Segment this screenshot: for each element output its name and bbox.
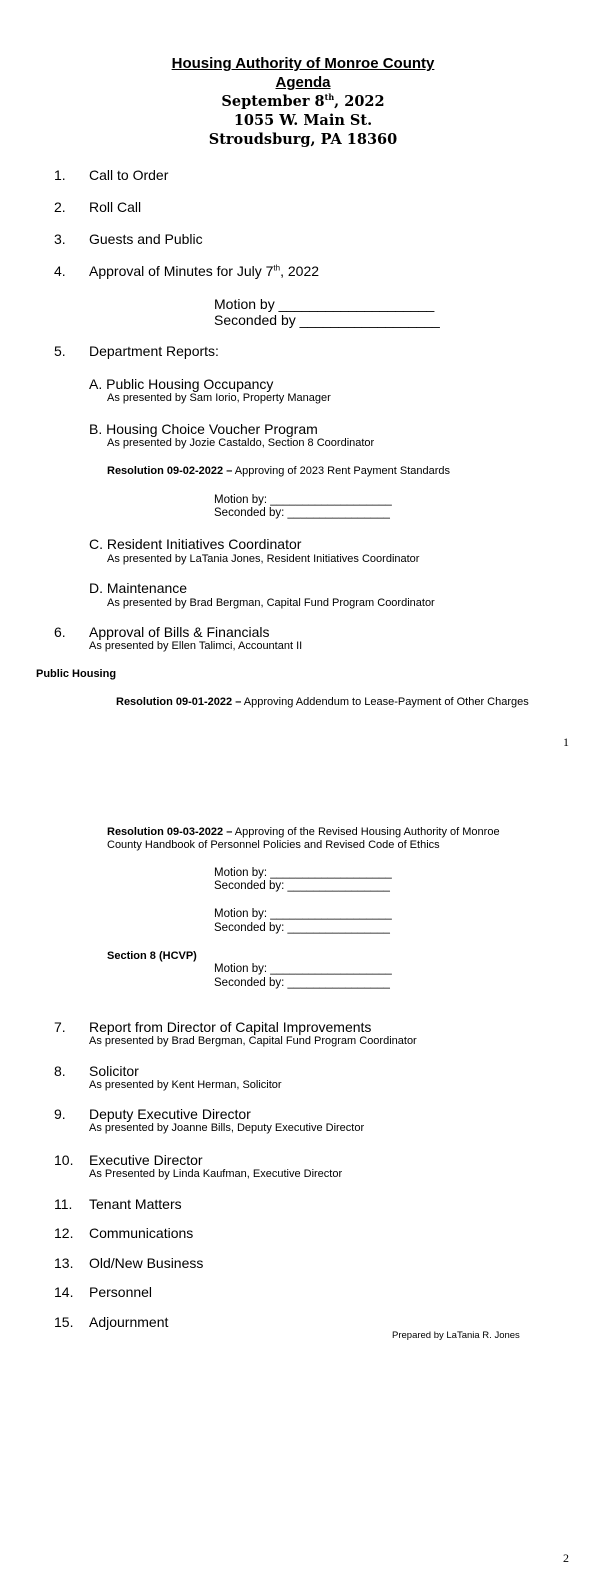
- seconded-line: Seconded by: ________________: [214, 880, 390, 892]
- item-number: 15.: [54, 1314, 74, 1330]
- item-personnel: Personnel: [89, 1284, 153, 1300]
- item-number: 8.: [54, 1063, 66, 1079]
- dept-presenter: As presented by Sam Iorio, Property Manager: [107, 392, 331, 404]
- item-executive-director: Executive Director: [89, 1152, 203, 1168]
- dept-public-housing: A. Public Housing Occupancy: [89, 376, 274, 392]
- item-approval-minutes: Approval of Minutes for July 7th, 2022: [89, 263, 320, 279]
- page-number: 1: [563, 735, 569, 749]
- item-number: 3.: [54, 231, 66, 247]
- item-capital-improvements: Report from Director of Capital Improvements: [89, 1019, 372, 1035]
- item-solicitor: Solicitor: [89, 1063, 139, 1079]
- item-presenter: As presented by Joanne Bills, Deputy Executive Director: [89, 1122, 365, 1134]
- item-presenter: As presented by Kent Herman, Solicitor: [89, 1079, 282, 1091]
- item-presenter: As presented by Brad Bergman, Capital Fund Program Coordinator: [89, 1035, 417, 1047]
- item-deputy-executive-director: Deputy Executive Director: [89, 1106, 251, 1122]
- item-number: 10.: [54, 1152, 74, 1168]
- prepared-by: Prepared by LaTania R. Jones: [392, 1330, 520, 1341]
- item-number: 11.: [54, 1196, 73, 1212]
- motion-line: Motion by ____________________: [214, 296, 435, 312]
- resolution-09-01-2022: Resolution 09-01-2022 – Approving Addendum to Lease-Payment of Other Charges: [116, 696, 529, 708]
- motion-line: Motion by: ___________________: [214, 963, 392, 975]
- item-number: 2.: [54, 199, 66, 215]
- meeting-address: 1055 W. Main St.: [233, 112, 373, 129]
- item-communications: Communications: [89, 1225, 194, 1241]
- dept-presenter: As presented by Brad Bergman, Capital Fund Program Coordinator: [107, 597, 435, 609]
- item-number: 12.: [54, 1225, 74, 1241]
- dept-presenter: As presented by Jozie Castaldo, Section 8 Coordinator: [107, 437, 375, 449]
- item-tenant-matters: Tenant Matters: [89, 1196, 182, 1212]
- item-adjournment: Adjournment: [89, 1314, 169, 1330]
- resolution-09-03-2022: Resolution 09-03-2022 – Approving of the Revised Housing Authority of Monroe: [107, 826, 500, 838]
- motion-line: Motion by: ___________________: [214, 494, 392, 506]
- item-number: 7.: [54, 1019, 66, 1035]
- item-department-reports: Department Reports:: [89, 343, 219, 359]
- dept-hcvp: B. Housing Choice Voucher Program: [89, 421, 318, 437]
- dept-presenter: As presented by LaTania Jones, Resident Initiatives Coordinator: [107, 553, 420, 565]
- item-number: 5.: [54, 343, 66, 359]
- resolution-09-02-2022: Resolution 09-02-2022 – Approving of 2023 Rent Payment Standards: [107, 465, 451, 477]
- item-number: 13.: [54, 1255, 74, 1271]
- item-call-to-order: Call to Order: [89, 167, 169, 183]
- seconded-line: Seconded by __________________: [214, 312, 440, 328]
- item-old-new-business: Old/New Business: [89, 1255, 204, 1271]
- item-number: 6.: [54, 624, 66, 640]
- public-housing-heading: Public Housing: [36, 668, 117, 680]
- seconded-line: Seconded by: ________________: [214, 922, 390, 934]
- item-presenter: As presented by Ellen Talimci, Accountant II: [89, 640, 303, 652]
- item-guests-public: Guests and Public: [89, 231, 203, 247]
- agenda-title: Agenda: [275, 74, 331, 91]
- item-number: 1.: [54, 167, 66, 183]
- item-presenter: As Presented by Linda Kaufman, Executive Director: [89, 1168, 343, 1180]
- dept-maintenance: D. Maintenance: [89, 580, 188, 596]
- dept-resident-initiatives: C. Resident Initiatives Coordinator: [89, 536, 302, 552]
- section8-heading: Section 8 (HCVP): [107, 950, 197, 962]
- seconded-line: Seconded by: ________________: [214, 507, 390, 519]
- item-bills-financials: Approval of Bills & Financials: [89, 624, 270, 640]
- item-number: 9.: [54, 1106, 66, 1122]
- org-title: Housing Authority of Monroe County: [171, 55, 435, 72]
- item-number: 14.: [54, 1284, 74, 1300]
- motion-line: Motion by: ___________________: [214, 867, 392, 879]
- motion-line: Motion by: ___________________: [214, 908, 392, 920]
- meeting-date: September 8th, 2022: [221, 92, 385, 110]
- page-number: 2: [563, 1551, 569, 1565]
- item-roll-call: Roll Call: [89, 199, 142, 215]
- item-number: 4.: [54, 263, 66, 279]
- resolution-09-03-2022-line2: County Handbook of Personnel Policies and Revised Code of Ethics: [107, 839, 440, 851]
- meeting-city: Stroudsburg, PA 18360: [208, 131, 398, 148]
- seconded-line: Seconded by: ________________: [214, 977, 390, 989]
